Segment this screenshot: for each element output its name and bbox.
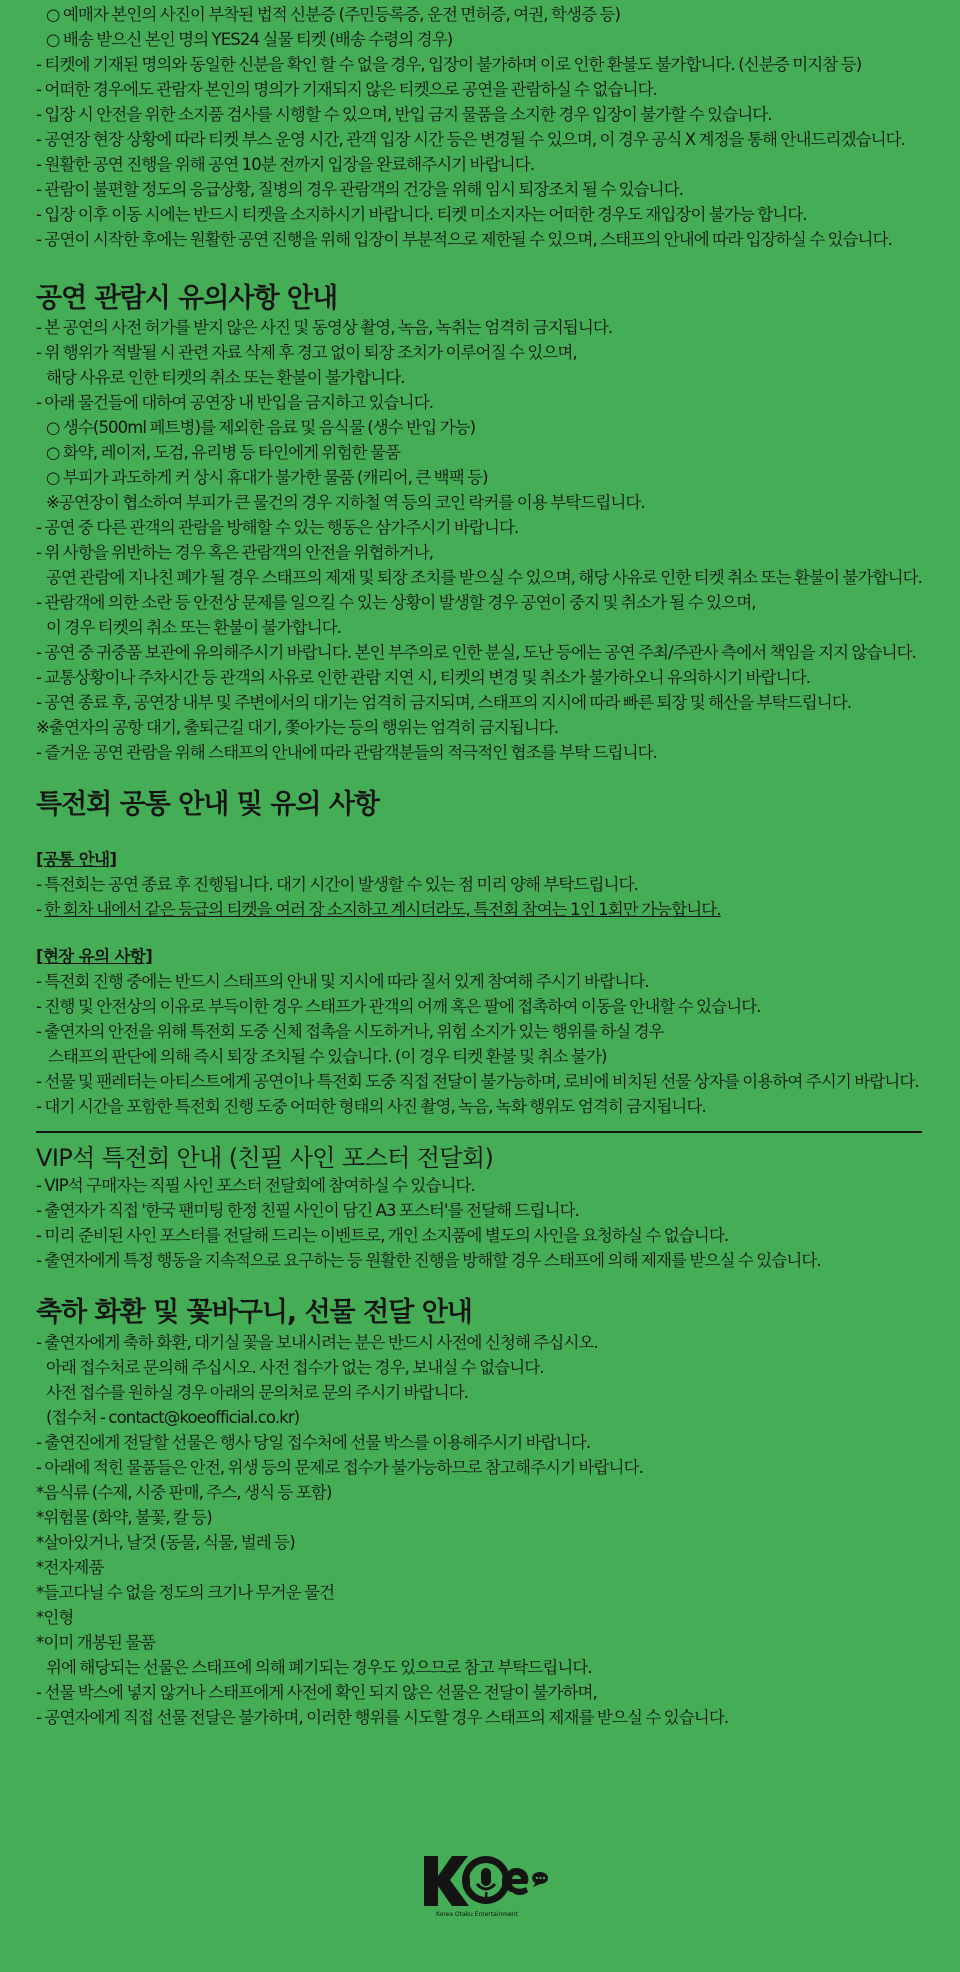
line-prefix: - [36, 900, 45, 919]
section-title-gifts: 축하 화환 및 꽃바구니, 선물 전달 안내 [36, 1297, 472, 1328]
notice-line: - 공연자에게 직접 선물 전달은 불가하며, 이러한 행위를 시도할 경우 스태프의 제재를 받으실 수 있습니다. [36, 1708, 729, 1727]
koe-logo [420, 1842, 552, 1922]
notice-line: - 티켓에 기재된 명의와 동일한 신분을 확인 할 수 없을 경우, 입장이 불가하며 이로 인한 환불도 불가합니다. (신분증 미지참 등) [36, 55, 862, 74]
notice-line: 이 경우 티켓의 취소 또는 환불이 불가합니다. [46, 618, 342, 637]
notice-line: *살아있거나, 날것 (동물, 식물, 벌레 등) [36, 1533, 295, 1552]
notice-line: - 원활한 공연 진행을 위해 공연 10분 전까지 입장을 완료해주시기 바랍니다. [36, 155, 535, 174]
notice-line: 아래 접수처로 문의해 주십시오. 사전 접수가 없는 경우, 보내실 수 없습니다. [46, 1358, 544, 1377]
notice-line: - 공연이 시작한 후에는 원활한 공연 진행을 위해 입장이 부분적으로 제한될 수 있으며, 스태프의 안내에 따라 입장하실 수 있습니다. [36, 230, 892, 249]
notice-line: ※공연장이 협소하여 부피가 큰 물건의 경우 지하철 역 등의 코인 락커를 이용 부탁드립니다. [46, 493, 645, 512]
notice-line: 해당 사유로 인한 티켓의 취소 또는 환불이 불가합니다. [46, 368, 405, 387]
section-title-fansign: 특전회 공통 안내 및 유의 사항 [36, 789, 379, 820]
notice-line: - 진행 및 안전상의 이유로 부득이한 경우 스태프가 관객의 어깨 혹은 팔에 접촉하여 이동을 안내할 수 있습니다. [36, 997, 761, 1016]
notice-line: *전자제품 [36, 1558, 104, 1577]
notice-line: 위에 해당되는 선물은 스태프에 의해 폐기되는 경우도 있으므로 참고 부탁드립니다. [46, 1658, 592, 1677]
notice-line: - 본 공연의 사전 허가를 받지 않은 사진 및 동영상 촬영, 녹음, 녹취는 엄격히 금지됩니다. [36, 318, 613, 337]
notice-line: - 즐거운 공연 관람을 위해 스태프의 안내에 따라 관람객분들의 적극적인 협조를 부탁 드립니다. [36, 743, 658, 762]
notice-line: - 대기 시간을 포함한 특전회 진행 도중 어떠한 형태의 사진 촬영, 녹음, 녹화 행위도 엄격히 금지됩니다. [36, 1097, 706, 1116]
notice-line: - 입장 이후 이동 시에는 반드시 티켓을 소지하시기 바랍니다. 티켓 미소지자는 어떠한 경우도 재입장이 불가능 합니다. [36, 205, 807, 224]
notice-line: - 공연 중 귀중품 보관에 유의해주시기 바랍니다. 본인 부주의로 인한 분실, 도난 등에는 공연 주최/주관사 측에서 책임을 지지 않습니다. [36, 643, 917, 662]
notice-line: - VIP석 구매자는 직필 사인 포스터 전달회에 참여하실 수 있습니다. [36, 1176, 475, 1195]
notice-line: ○ 생수(500ml 페트병)를 제외한 음료 및 음식물 (생수 반입 가능) [46, 418, 476, 437]
notice-line: *위험물 (화약, 불꽃, 칼 등) [36, 1508, 212, 1527]
notice-line: - 관람객에 의한 소란 등 안전상 문제를 일으킬 수 있는 상황이 발생할 경우 공연이 중지 및 취소가 될 수 있으며, [36, 593, 756, 612]
notice-line: - 출연자에게 특정 행동을 지속적으로 요구하는 등 원활한 진행을 방해할 경우 스태프에 의해 제재를 받으실 수 있습니다. [36, 1251, 821, 1270]
notice-line: - 출연진에게 전달할 선물은 행사 당일 접수처에 선물 박스를 이용해주시기 바랍니다. [36, 1433, 591, 1452]
notice-line: - 아래에 적힌 물품들은 안전, 위생 등의 문제로 접수가 불가능하므로 참고해주시기 바랍니다. [36, 1458, 643, 1477]
notice-line: - 위 행위가 적발될 시 관련 자료 삭제 후 경고 없이 퇴장 조치가 이루어질 수 있으며, [36, 343, 577, 362]
notice-line: 스태프의 판단에 의해 즉시 퇴장 조치될 수 있습니다. (이 경우 티켓 환불 및 취소 불가) [48, 1047, 607, 1066]
notice-line: ○ 배송 받으신 본인 명의 YES24 실물 티켓 (배송 수령의 경우) [46, 30, 453, 49]
notice-line: ○ 부피가 과도하게 커 상시 휴대가 불가한 물품 (캐리어, 큰 백팩 등) [46, 468, 488, 487]
notice-line: 사전 접수를 원하실 경우 아래의 문의처로 문의 주시기 바랍니다. [46, 1383, 469, 1402]
notice-line: - 관람이 불편할 정도의 응급상황, 질병의 경우 관람객의 건강을 위해 임시 퇴장조치 될 수 있습니다. [36, 180, 684, 199]
notice-line: 공연 관람에 지나친 폐가 될 경우 스태프의 제재 및 퇴장 조치를 받으실 수 있으며, 해당 사유로 인한 티켓 취소 또는 환불이 불가합니다. [46, 568, 922, 587]
notice-line: ○ 예매자 본인의 사진이 부착된 법적 신분증 (주민등록증, 운전 면허증, 여권, 학생증 등) [46, 5, 621, 24]
notice-line: ※출연자의 공항 대기, 출퇴근길 대기, 쫓아가는 등의 행위는 엄격히 금지됩니다. [36, 718, 559, 737]
notice-line: - 공연장 현장 상황에 따라 티켓 부스 운영 시간, 관객 입장 시간 등은 변경될 수 있으며, 이 경우 공식 X 계정을 통해 안내드리겠습니다. [36, 130, 906, 149]
subheader-common: [공통 안내] [36, 850, 117, 869]
notice-line: - 입장 시 안전을 위한 소지품 검사를 시행할 수 있으며, 반입 금지 물품을 소지한 경우 입장이 불가할 수 있습니다. [36, 105, 772, 124]
section-title-vip: VIP석 특전회 안내 (친필 사인 포스터 전달회) [36, 1144, 494, 1172]
notice-line: - 아래 물건들에 대하여 공연장 내 반입을 금지하고 있습니다. [36, 393, 434, 412]
notice-line: - 교통상황이나 주차시간 등 관객의 사유로 인한 관람 지연 시, 티켓의 변경 및 취소가 불가하오니 유의하시기 바랍니다. [36, 668, 811, 687]
notice-line: *이미 개봉된 물품 [36, 1633, 156, 1652]
notice-line: ○ 화약, 레이저, 도검, 유리병 등 타인에게 위험한 물품 [46, 443, 401, 462]
notice-line: - 선물 및 팬레터는 아티스트에게 공연이나 특전회 도중 직접 전달이 불가능하며, 로비에 비치된 선물 상자를 이용하여 주시기 바랍니다. [36, 1072, 919, 1091]
notice-line: - 공연 종료 후, 공연장 내부 및 주변에서의 대기는 엄격히 금지되며, 스태프의 지시에 따라 빠른 퇴장 및 해산을 부탁드립니다. [36, 693, 852, 712]
notice-line: - 특전회 진행 중에는 반드시 스태프의 안내 및 지시에 따라 질서 있게 참여해 주시기 바랍니다. [36, 972, 649, 991]
notice-line: - 위 사항을 위반하는 경우 혹은 관람객의 안전을 위협하거나, [36, 543, 434, 562]
notice-line: *인형 [36, 1608, 74, 1627]
notice-line: (접수처 - contact@koeofficial.co.kr) [46, 1408, 300, 1427]
notice-line [36, 897, 940, 922]
notice-line: - 선물 박스에 넣지 않거나 스태프에게 사전에 확인 되지 않은 선물은 전달이 불가하며, [36, 1683, 597, 1702]
notice-line: - 어떠한 경우에도 관람자 본인의 명의가 기재되지 않은 티켓으로 공연을 관람하실 수 없습니다. [36, 80, 658, 99]
notice-line: - 공연 중 다른 관객의 관람을 방해할 수 있는 행동은 삼가주시기 바랍니다. [36, 518, 519, 537]
notice-line: *들고다닐 수 없을 정도의 크기나 무거운 물건 [36, 1583, 335, 1602]
notice-line: - 특전회는 공연 종료 후 진행됩니다. 대기 시간이 발생할 수 있는 점 미리 양해 부탁드립니다. [36, 875, 638, 894]
notice-line: - 출연자에게 축하 화환, 대기실 꽃을 보내시려는 분은 반드시 사전에 신청해 주십시오. [36, 1333, 598, 1352]
subheader-site: [현장 유의 사항] [36, 947, 153, 966]
section-title-viewing: 공연 관람시 유의사항 안내 [36, 283, 338, 314]
notice-line: - 미리 준비된 사인 포스터를 전달해 드리는 이벤트로, 개인 소지품에 별도의 사인을 요청하실 수 없습니다. [36, 1226, 729, 1245]
notice-line: - 출연자가 직접 '한국 팬미팅 한정 친필 사인이 담긴 A3 포스터'를 전달해 드립니다. [36, 1201, 580, 1220]
underlined-notice: 한 회차 내에서 같은 등급의 티켓을 여러 장 소지하고 계시더라도, 특전회 참여는 1인 1회만 가능합니다. [44, 900, 721, 919]
section-divider [36, 1131, 922, 1133]
logo-tagline: Korea Otaku Entertainment [436, 1911, 518, 1918]
notice-line: - 출연자의 안전을 위해 특전회 도중 신체 접촉을 시도하거나, 위험 소지가 있는 행위를 하실 경우 [36, 1022, 664, 1041]
notice-line: *음식류 (수제, 시중 판매, 주스, 생식 등 포함) [36, 1483, 332, 1502]
